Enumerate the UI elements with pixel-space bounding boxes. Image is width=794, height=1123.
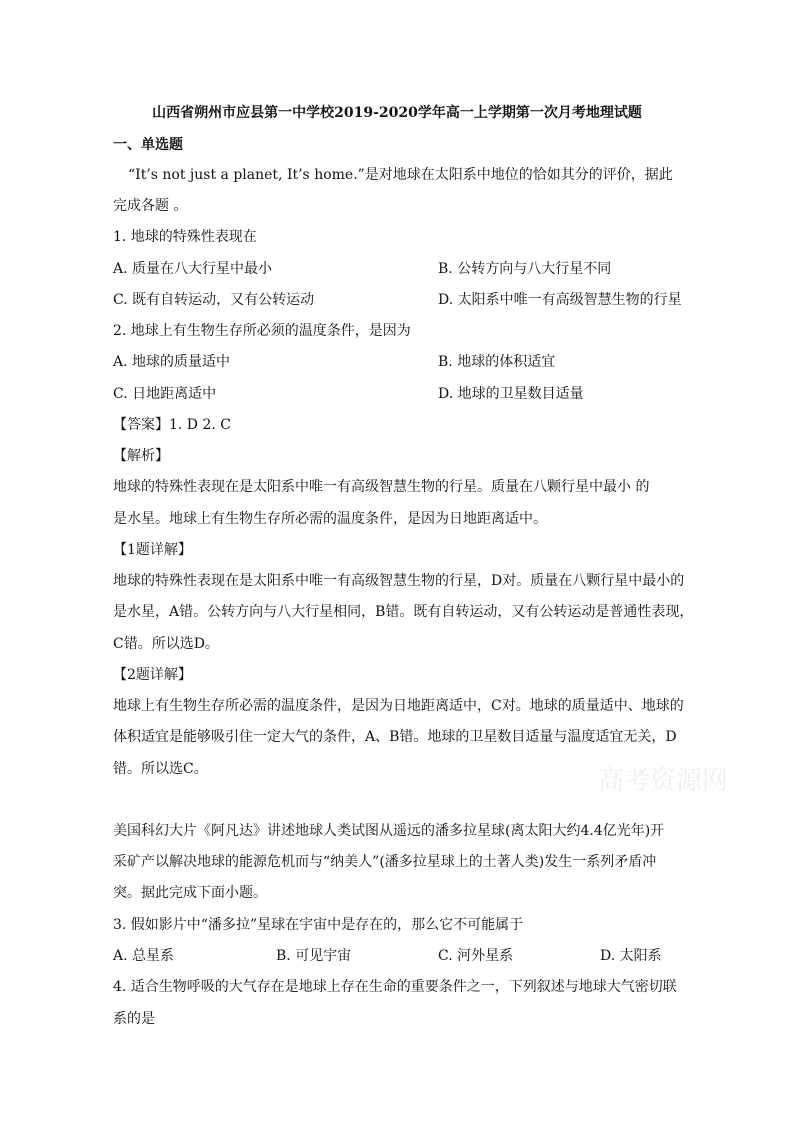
intro-text: 完成各题 。	[113, 198, 188, 214]
option-c: C. 既有自转运动，又有公转运动	[113, 292, 315, 308]
detail-text: 错。所以选C。	[113, 761, 208, 777]
analysis-text: 地球的特殊性表现在是太阳系中唯一有高级智慧生物的行星。质量在八颗行星中最小 的	[113, 479, 650, 495]
intro-text: 采矿产以解决地球的能源危机而与“纳美人”(潘多拉星球上的土著人类)发生一系列矛盾冲	[113, 854, 657, 870]
answer-line: 【答案】1. D 2. C	[113, 417, 232, 433]
detail-text: 地球上有生物生存所必需的温度条件，是因为日地距离适中，C对。地球的质量适中、地球的	[113, 698, 684, 714]
question-stem: 2. 地球上有生物生存所必须的温度条件，是因为	[113, 323, 411, 339]
detail-text: 是水星，A错。公转方向与八大行星相同，B错。既有自转运动，又有公转运动是普通性表现，	[113, 604, 694, 620]
option-a: A. 质量在八大行星中最小	[113, 261, 273, 277]
question-stem: 3. 假如影片中“潘多拉”星球在宇宙中是存在的，那么它不可能属于	[113, 917, 524, 933]
question-stem: 系的是	[113, 1011, 155, 1027]
option-d: D. 太阳系中唯一有高级智慧生物的行星	[438, 292, 682, 308]
detail-label: 【2题详解】	[113, 667, 192, 683]
analysis-text: 是水星。地球上有生物生存所必需的温度条件，是因为日地距离适中。	[113, 511, 547, 527]
intro-text: 美国科幻大片《阿凡达》讲述地球人类试图从遥远的潘多拉星球(离太阳大约4.4亿光年)开	[113, 823, 665, 839]
option-c: C. 河外星系	[438, 948, 514, 964]
intro-text: 突。据此完成下面小题。	[113, 885, 267, 901]
intro-text: “It’s not just a planet, It’s home.”是对地球在太阳系中地位的恰如其分的评价，据此	[128, 167, 673, 183]
option-a: A. 总星系	[113, 948, 175, 964]
option-b: B. 地球的体积适宜	[438, 354, 556, 370]
detail-text: C错。所以选D。	[113, 636, 219, 652]
page-title: 山西省朔州市应县第一中学校2019-2020学年高一上学期第一次月考地理试题	[152, 105, 642, 121]
option-b: B. 可见宇宙	[276, 948, 352, 964]
option-a: A. 地球的质量适中	[113, 354, 231, 370]
detail-text: 地球的特殊性表现在是太阳系中唯一有高级智慧生物的行星，D对。质量在八颗行星中最小的	[113, 573, 685, 589]
option-d: D. 地球的卫星数目适量	[438, 386, 584, 402]
analysis-label: 【解析】	[113, 448, 169, 464]
question-stem: 1. 地球的特殊性表现在	[113, 229, 257, 245]
option-b: B. 公转方向与八大行星不同	[438, 261, 612, 277]
watermark: 高考资源网	[598, 766, 729, 796]
section-heading: 一、单选题	[113, 137, 183, 153]
option-d: D. 太阳系	[600, 948, 662, 964]
option-c: C. 日地距离适中	[113, 386, 217, 402]
detail-text: 体积适宜是能够吸引住一定大气的条件，A、B错。地球的卫星数目适量与温度适宜无关，D	[113, 729, 677, 745]
question-stem: 4. 适合生物呼吸的大气存在是地球上存在生命的重要条件之一，下列叙述与地球大气密切联	[113, 979, 677, 995]
detail-label: 【1题详解】	[113, 542, 192, 558]
